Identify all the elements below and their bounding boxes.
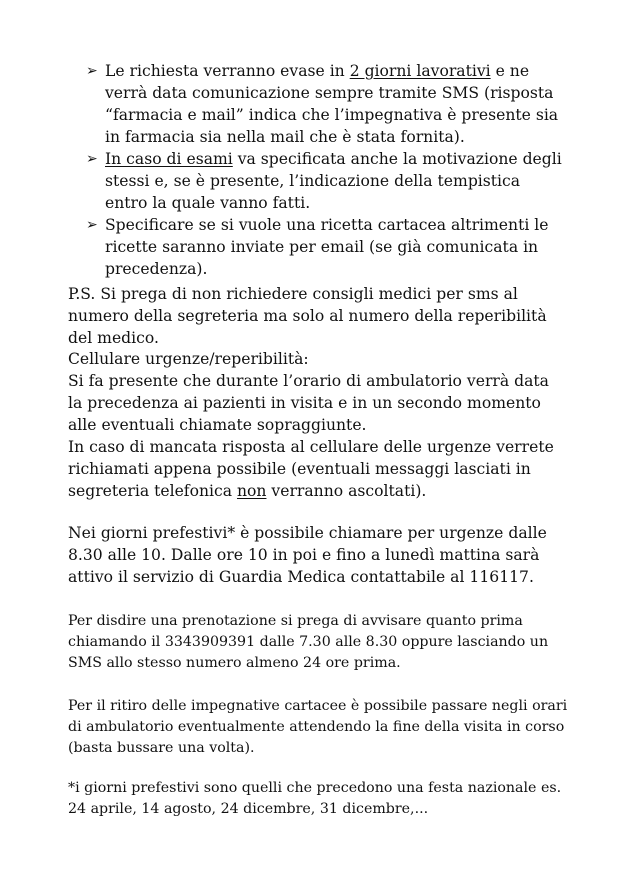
list-item (86, 148, 566, 214)
ps-paragraph: P.S. Si prega di non richiedere consigli medici per sms al numero della segreteria ma solo al numero della reperibilità del medico. (68, 285, 547, 347)
arrow-bullet-icon: ➢ (86, 63, 98, 79)
ritiro-paragraph: Per il ritiro delle impegnative cartacee è possibile passare negli orari di ambulatorio eventualmente attendendo la fine della visita in corso (basta bussare una volta). (68, 698, 568, 756)
footnote-paragraph: *i giorni prefestivi sono quelli che precedono una festa nazionale es. 24 aprile, 14 agosto, 24 dicembre, 31 dicembre,... (68, 780, 562, 817)
urgenze-text: In caso di mancata risposta al cellulare delle urgenze verrete richiamati appena possibile (eventuali messaggi lasciati in segreteria telefonica (68, 438, 554, 500)
prefestivi-paragraph: Nei giorni prefestivi* è possibile chiamare per urgenze dalle 8.30 alle 10. Dalle ore 10 in poi e fino a lunedì mattina sarà attivo il servizio di Guardia Medica contattabile al 116117. (68, 524, 547, 586)
bullet-underlined-text: 2 giorni lavorativi (349, 62, 491, 80)
instructions-list (86, 60, 566, 280)
disdire-paragraph: Per disdire una prenotazione si prega di avvisare quanto prima chiamando il 3343909391 dalle 7.30 alle 8.30 oppure lasciando un SMS allo stesso numero almeno 24 ore prima. (68, 613, 549, 671)
bullet-text: Specificare se si vuole una ricetta cartacea altrimenti le ricette saranno inviate per email (se già comunicata in precedenza). (105, 216, 549, 278)
bullet-underlined-text: In caso di esami (105, 150, 233, 168)
urgenze-section (68, 348, 568, 502)
list-item (86, 214, 566, 280)
urgenze-text: verranno ascoltati). (266, 482, 427, 500)
bullet-text: e ne verrà data comunicazione sempre tramite SMS (risposta “farmacia e mail” indica che l’impegnativa è presente sia in farmacia sia nella mail che è stata fornita). (105, 62, 559, 146)
bullet-text: va specificata anche la motivazione degli stessi e, se è presente, l’indicazione della tempistica entro la quale vanno fatti. (105, 150, 562, 212)
urgenze-heading: Cellulare urgenze/reperibilità: (68, 350, 309, 368)
arrow-bullet-icon: ➢ (86, 217, 98, 233)
arrow-bullet-icon: ➢ (86, 151, 98, 167)
urgenze-paragraph (68, 436, 568, 502)
urgenze-underlined-text: non (236, 482, 267, 500)
urgenze-paragraph: Si fa presente che durante l’orario di ambulatorio verrà data la precedenza ai pazienti in visita e in un secondo momento alle eventuali chiamate sopraggiunte. (68, 372, 549, 434)
bullet-text: Le richiesta verranno evase in (105, 62, 350, 80)
list-item (86, 60, 566, 148)
